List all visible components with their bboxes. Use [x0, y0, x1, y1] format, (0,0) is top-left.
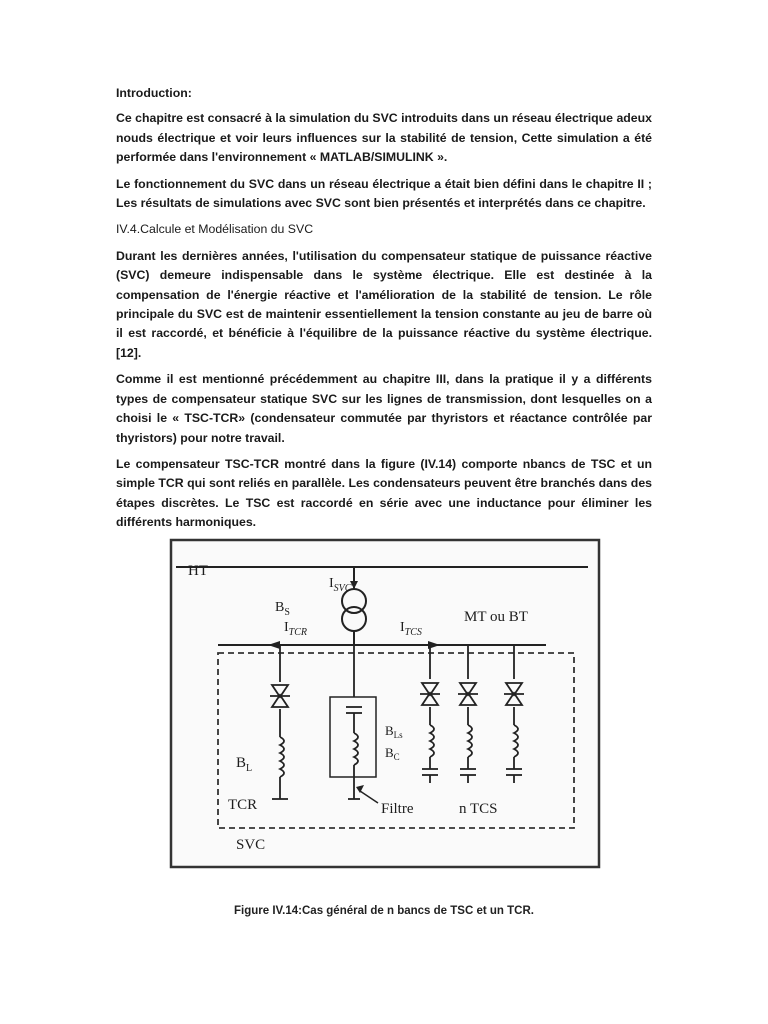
label-ht: HT	[188, 563, 208, 579]
paragraph-5: Le compensateur TSC-TCR montré dans la figure (IV.14) comporte nbancs de TSC et un simple TCR qui sont reliés en parallèle. Les condensateurs peuvent être branchés dans des étapes discrètes. Le TSC est raccordé en série avec une inductance pour éliminer les différents harmoniques.	[116, 456, 652, 530]
document-body	[116, 84, 652, 533]
label-filtre: Filtre	[381, 801, 414, 817]
label-bc: $B_C$	[385, 745, 400, 762]
paragraph-2: Le fonctionnement du SVC dans un réseau électrique a était bien défini dans le chapitre II ; Les résultats de simulations avec SVC sont bien présentés et interprétés dans ce chapitre.	[116, 176, 652, 211]
paragraph-3: Durant les dernières années, l'utilisation du compensateur statique de puissance réactive (SVC) demeure indispensable dans le système électrique. Elle est destinée à la compensation de l'énergie réactive et l'amélioration de la stabilité de tension. Le rôle principale du SVC est de maintenir essentiellement la tension constante au jeu de barre où il est raccordé, et bénéficie à l'équilibre de la puissance réactive du système électrique. [12].	[116, 248, 652, 360]
label-isvc: $I_{SVC}$	[329, 576, 352, 594]
label-tcr: TCR	[228, 797, 258, 813]
label-mt-bt: MT ou BT	[464, 609, 528, 625]
figure-caption: Figure IV.14:Cas général de n bancs de TSC et un TCR.	[234, 905, 534, 917]
label-bls: $B_{Ls}$	[385, 723, 403, 740]
svc-diagram	[168, 537, 602, 870]
paragraph-4: Comme il est mentionné précédemment au chapitre III, dans la pratique il y a différents types de compensateur statique SVC sur les lignes de transmission, dont lesquelles on a choisi le « TSC-TCR» (condensateur commutée par thyristors et réactance contrôlée par thyristors) pour notre travail.	[116, 372, 652, 445]
label-bs: $B_S$	[275, 600, 290, 618]
label-bl: $B_L$	[236, 755, 253, 774]
figure-frame	[171, 540, 599, 867]
intro-heading: Introduction:	[116, 86, 192, 100]
label-itcr: $I_{TCR}$	[284, 620, 308, 638]
section-title: IV.4.Calcule et Modélisation du SVC	[116, 222, 314, 237]
svc-diagram-figure	[168, 537, 602, 870]
label-svc: SVC	[236, 837, 266, 853]
label-itcs: $I_{TCS}$	[400, 620, 422, 638]
label-ntcs: n TCS	[459, 801, 498, 817]
paragraph-1: Ce chapitre est consacré à la simulation du SVC introduits dans un réseau électrique adeux nouds électrique et voir leurs influences sur la stabilité de tension, Cette simulation a été performée dans l'environnement « MATLAB/SIMULINK ».	[116, 111, 652, 165]
